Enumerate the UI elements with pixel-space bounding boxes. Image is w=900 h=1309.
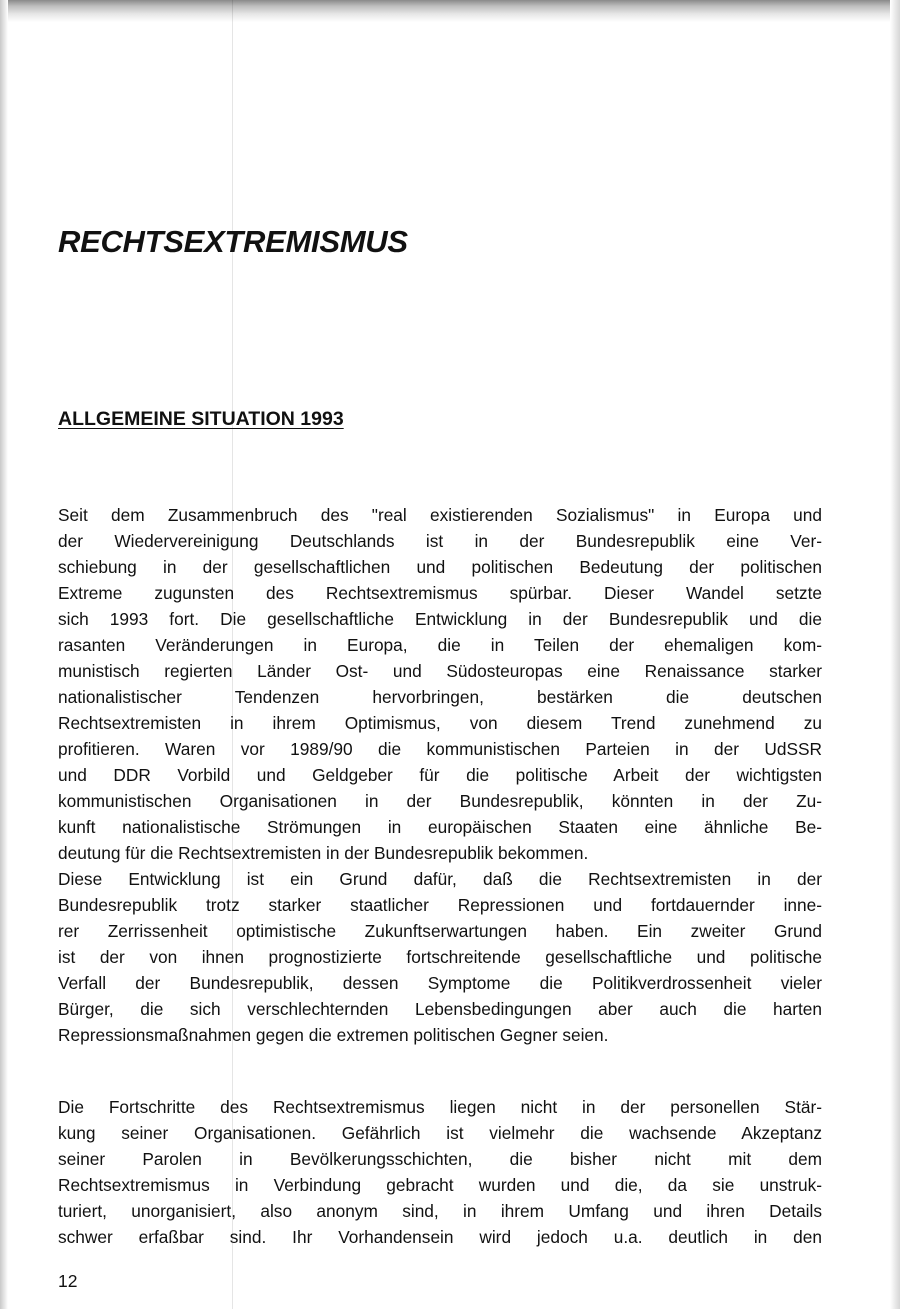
text-line: profitieren. Waren vor 1989/90 die kommunistischen Parteien in der UdSSR: [58, 739, 822, 759]
scan-edge-top: [0, 0, 900, 22]
text-line: nationalistischer Tendenzen hervorbringen, bestärken die deutschen: [58, 687, 822, 707]
text-line: kommunistischen Organisationen in der Bundesrepublik, könnten in der Zu-: [58, 791, 822, 811]
scan-edge-left: [0, 0, 8, 1309]
text-line: ist der von ihnen prognostizierte fortschreitende gesellschaftliche und politische: [58, 947, 822, 967]
scan-edge-right: [890, 0, 900, 1309]
text-line: Rechtsextremisten in ihrem Optimismus, von diesem Trend zunehmend zu: [58, 713, 822, 733]
text-line: sich 1993 fort. Die gesellschaftliche Entwicklung in der Bundesrepublik und die: [58, 609, 822, 629]
page-title: RECHTSEXTREMISMUS: [58, 224, 408, 259]
text-line: Extreme zugunsten des Rechtsextremismus spürbar. Dieser Wandel setzte: [58, 583, 822, 603]
text-line: Bundesrepublik trotz starker staatlicher Repressionen und fortdauernder inne-: [58, 895, 822, 915]
text-line: munistisch regierten Länder Ost- und Südosteuropas eine Renaissance starker: [58, 661, 822, 681]
text-line: kung seiner Organisationen. Gefährlich ist vielmehr die wachsende Akzeptanz: [58, 1123, 822, 1143]
text-line: Verfall der Bundesrepublik, dessen Symptome die Politikverdrossenheit vieler: [58, 973, 822, 993]
text-line: Rechtsextremismus in Verbindung gebracht wurden und die, da sie unstruk-: [58, 1175, 822, 1195]
paragraph-block-1: [58, 502, 822, 1048]
text-line: schwer erfaßbar sind. Ihr Vorhandensein wird jedoch u.a. deutlich in den: [58, 1227, 822, 1247]
page-number: 12: [58, 1271, 78, 1291]
text-line: rasanten Veränderungen in Europa, die in Teilen der ehemaligen kom-: [58, 635, 822, 655]
text-line: rer Zerrissenheit optimistische Zukunftserwartungen haben. Ein zweiter Grund: [58, 921, 822, 941]
text-line: schiebung in der gesellschaftlichen und politischen Bedeutung der politischen: [58, 557, 822, 577]
paragraph-block-2: [58, 1094, 822, 1250]
text-line: Bürger, die sich verschlechternden Lebensbedingungen aber auch die harten: [58, 999, 822, 1019]
text-line: der Wiedervereinigung Deutschlands ist in der Bundesrepublik eine Ver-: [58, 531, 822, 551]
text-line: kunft nationalistische Strömungen in europäischen Staaten eine ähnliche Be-: [58, 817, 822, 837]
text-line: Seit dem Zusammenbruch des "real existierenden Sozialismus" in Europa und: [58, 505, 822, 525]
text-line: und DDR Vorbild und Geldgeber für die politische Arbeit der wichtigsten: [58, 765, 822, 785]
text-line: Die Fortschritte des Rechtsextremismus liegen nicht in der personellen Stär-: [58, 1097, 822, 1117]
text-line: seiner Parolen in Bevölkerungsschichten, die bisher nicht mit dem: [58, 1149, 822, 1169]
section-heading: ALLGEMEINE SITUATION 1993: [58, 408, 344, 430]
text-line: Diese Entwicklung ist ein Grund dafür, daß die Rechtsextremisten in der: [58, 869, 822, 889]
text-line: deutung für die Rechtsextremisten in der Bundesrepublik bekommen.: [58, 843, 589, 863]
text-line: turiert, unorganisiert, also anonym sind, in ihrem Umfang und ihren Details: [58, 1201, 822, 1221]
text-line: Repressionsmaßnahmen gegen die extremen politischen Gegner seien.: [58, 1025, 609, 1045]
